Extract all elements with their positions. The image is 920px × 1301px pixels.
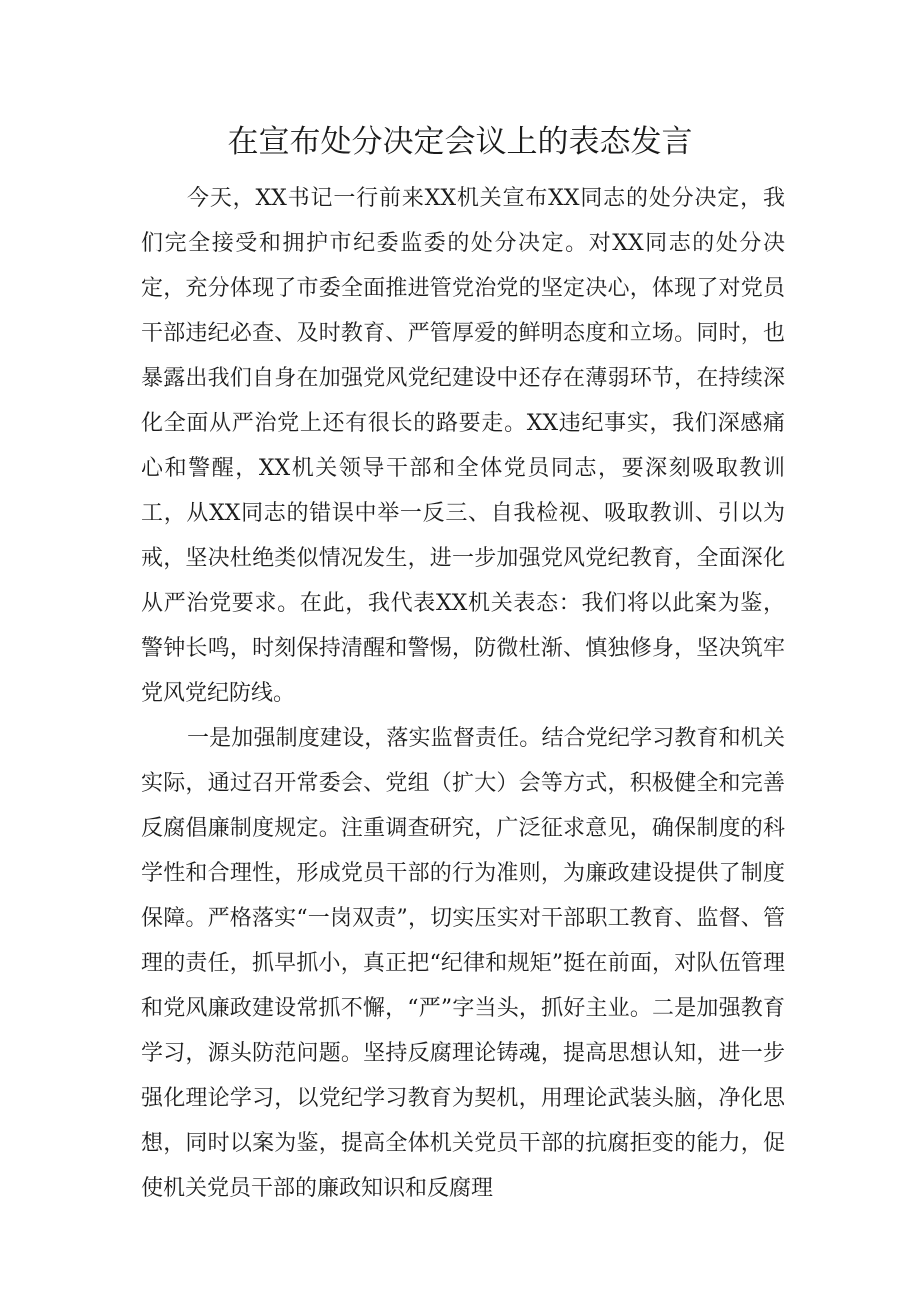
document-title: 在宣布处分决定会议上的表态发言 [227,124,693,160]
paragraph-measures: 一是加强制度建设，落实监督责任。结合党纪学习教育和机关实际，通过召开常委会、党组（扩大）会等方式，积极健全和完善反腐倡廉制度规定。注重调查研究，广泛征求意见，确保制度的科学性和合理性，形成党员干部的行为准则，为廉政建设提供了制度保障。严格落实“一岗双责”，切实压实对干部职工教育、监督、管理的责任，抓早抓小，真正把“纪律和规矩”挺在前面，对队伍管理和党风廉政建设常抓不懈，“严”字当头，抓好主业。二是加强教育学习，源头防范问题。坚持反腐理论铸魂，提高思想认知，进一步强化理论学习，以党纪学习教育为契机，用理论武装头脑，净化思想，同时以案为鉴，提高全体机关党员干部的抗腐拒变的能力，促使机关党员干部的廉政知识和反腐理 [141,726,785,1201]
document-body [141,176,785,1211]
paragraph-statement: 今天，XX书记一行前来XX机关宣布XX同志的处分决定，我们完全接受和拥护市纪委监委的处分决定。对XX同志的处分决定，充分体现了市委全面推进管党治党的坚定决心，体现了对党员干部违纪必查、及时教育、严管厚爱的鲜明态度和立场。同时，也暴露出我们自身在加强党风党纪建设中还存在薄弱环节，在持续深化全面从严治党上还有很长的路要走。XX违纪事实，我们深感痛心和警醒，XX机关领导干部和全体党员同志，要深刻吸取教训工，从XX同志的错误中举一反三、自我检视、吸取教训、引以为戒，坚决杜绝类似情况发生，进一步加强党风党纪教育，全面深化从严治党要求。在此，我代表XX机关表态：我们将以此案为鉴，警钟长鸣，时刻保持清醒和警惕，防微杜渐、慎独修身，坚决筑牢党风党纪防线。 [141,186,785,706]
